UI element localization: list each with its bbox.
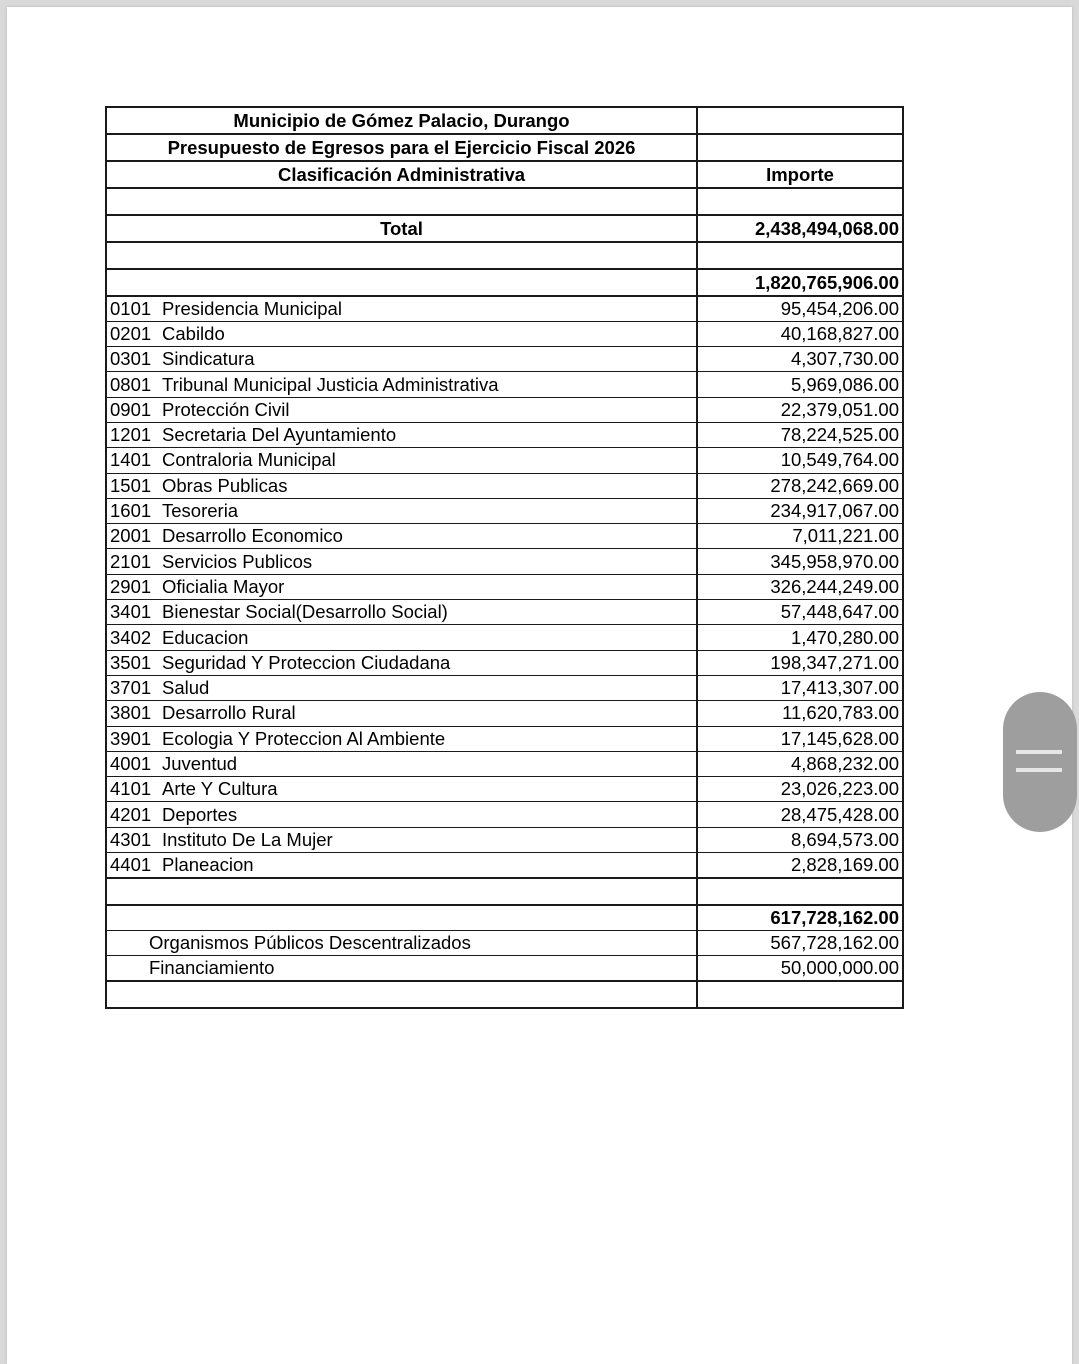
unit-name: Juventud [162, 752, 238, 774]
unit-amount: 326,244,249.00 [697, 574, 903, 599]
blank-row [106, 878, 903, 905]
unit-cell [106, 347, 697, 372]
unit-amount: 95,454,206.00 [697, 296, 903, 321]
unit-amount: 11,620,783.00 [697, 701, 903, 726]
table-row [106, 701, 903, 726]
unit-name: Planeacion [162, 853, 254, 875]
table-row [106, 574, 903, 599]
unit-amount: 345,958,970.00 [697, 549, 903, 574]
table-row [106, 726, 903, 751]
unit-cell [106, 625, 697, 650]
unit-cell [106, 777, 697, 802]
document-page [7, 7, 1072, 1364]
table-row [106, 321, 903, 346]
unit-amount: 17,145,628.00 [697, 726, 903, 751]
unit-code: 2001 [110, 525, 152, 547]
table-row [106, 372, 903, 397]
table-row [106, 397, 903, 422]
unit-cell [106, 448, 697, 473]
unit-name: Bienestar Social(Desarrollo Social) [162, 601, 448, 623]
unit-cell [106, 498, 697, 523]
unit-code: 4401 [110, 853, 152, 875]
unit-code: 1401 [110, 449, 152, 471]
unit-cell [106, 827, 697, 852]
classification-header: Clasificación Administrativa [106, 161, 697, 188]
unit-cell [106, 296, 697, 321]
unit-name: Obras Publicas [162, 474, 288, 496]
other-subtotal-row [106, 905, 903, 930]
entity-name: Financiamiento [106, 955, 697, 980]
total-amount: 2,438,494,068.00 [697, 215, 903, 242]
unit-amount: 2,828,169.00 [697, 853, 903, 878]
total-label: Total [106, 215, 697, 242]
unit-amount: 22,379,051.00 [697, 397, 903, 422]
unit-name: Deportes [162, 803, 238, 825]
unit-amount: 198,347,271.00 [697, 650, 903, 675]
unit-cell [106, 524, 697, 549]
unit-cell [106, 600, 697, 625]
unit-name: Seguridad Y Proteccion Ciudadana [162, 651, 451, 673]
table-row [106, 524, 903, 549]
scroll-handle[interactable] [1003, 692, 1077, 832]
table-row [106, 802, 903, 827]
unit-amount: 28,475,428.00 [697, 802, 903, 827]
entity-amount: 50,000,000.00 [697, 955, 903, 980]
entity-amount: 567,728,162.00 [697, 930, 903, 955]
table-row [106, 930, 903, 955]
total-row [106, 215, 903, 242]
budget-title: Presupuesto de Egresos para el Ejercicio Fiscal 2026 [106, 134, 697, 161]
amount-header: Importe [697, 161, 903, 188]
unit-name: Desarrollo Economico [162, 525, 343, 547]
drag-handle-icon [1016, 750, 1062, 754]
unit-name: Salud [162, 677, 210, 699]
table-row [106, 498, 903, 523]
unit-code: 1601 [110, 500, 152, 522]
unit-name: Tribunal Municipal Justicia Administrativa [162, 373, 499, 395]
unit-code: 3901 [110, 727, 152, 749]
table-row [106, 650, 903, 675]
unit-amount: 40,168,827.00 [697, 321, 903, 346]
unit-code: 4101 [110, 778, 152, 800]
table-row [106, 955, 903, 980]
unit-name: Tesoreria [162, 500, 239, 522]
unit-cell [106, 802, 697, 827]
unit-amount: 10,549,764.00 [697, 448, 903, 473]
table-row [106, 625, 903, 650]
blank-row [106, 188, 903, 215]
unit-code: 4201 [110, 803, 152, 825]
table-row [106, 347, 903, 372]
unit-amount: 57,448,647.00 [697, 600, 903, 625]
unit-name: Instituto De La Mujer [162, 828, 333, 850]
unit-code: 3401 [110, 601, 152, 623]
unit-name: Protección Civil [162, 398, 290, 420]
unit-cell [106, 473, 697, 498]
table-row [106, 675, 903, 700]
unit-code: 0801 [110, 373, 152, 395]
unit-name: Desarrollo Rural [162, 702, 296, 724]
unit-cell [106, 574, 697, 599]
unit-code: 4001 [110, 752, 152, 774]
unit-cell [106, 751, 697, 776]
table-row [106, 853, 903, 878]
unit-code: 2101 [110, 550, 152, 572]
unit-code: 1201 [110, 424, 152, 446]
unit-name: Presidencia Municipal [162, 297, 342, 319]
unit-code: 1501 [110, 474, 152, 496]
unit-cell [106, 397, 697, 422]
unit-amount: 1,470,280.00 [697, 625, 903, 650]
unit-cell [106, 853, 697, 878]
unit-code: 0101 [110, 297, 152, 319]
table-row [106, 296, 903, 321]
unit-code: 3701 [110, 677, 152, 699]
table-row [106, 827, 903, 852]
unit-amount: 4,307,730.00 [697, 347, 903, 372]
unit-amount: 278,242,669.00 [697, 473, 903, 498]
table-row [106, 448, 903, 473]
subtitle-row [106, 134, 903, 161]
unit-amount: 78,224,525.00 [697, 422, 903, 447]
table-row [106, 473, 903, 498]
table-row [106, 422, 903, 447]
central-subtotal-row [106, 269, 903, 296]
central-subtotal-amount: 1,820,765,906.00 [697, 269, 903, 296]
unit-cell [106, 650, 697, 675]
unit-amount: 4,868,232.00 [697, 751, 903, 776]
table-row [106, 600, 903, 625]
other-subtotal-amount: 617,728,162.00 [697, 905, 903, 930]
unit-amount: 17,413,307.00 [697, 675, 903, 700]
unit-amount: 23,026,223.00 [697, 777, 903, 802]
unit-cell [106, 675, 697, 700]
unit-code: 0901 [110, 398, 152, 420]
unit-code: 3402 [110, 626, 152, 648]
unit-name: Arte Y Cultura [162, 778, 278, 800]
unit-code: 0201 [110, 322, 152, 344]
unit-name: Oficialia Mayor [162, 575, 285, 597]
table-row [106, 777, 903, 802]
drag-handle-icon [1016, 768, 1062, 772]
budget-table [105, 106, 904, 1009]
unit-name: Sindicatura [162, 348, 255, 370]
table-row [106, 751, 903, 776]
unit-name: Servicios Publicos [162, 550, 313, 572]
title-row [106, 107, 903, 134]
unit-name: Cabildo [162, 322, 225, 344]
unit-name: Contraloria Municipal [162, 449, 336, 471]
unit-name: Educacion [162, 626, 249, 648]
unit-code: 0301 [110, 348, 152, 370]
unit-amount: 5,969,086.00 [697, 372, 903, 397]
column-header-row [106, 161, 903, 188]
unit-code: 4301 [110, 828, 152, 850]
table-row [106, 549, 903, 574]
unit-cell [106, 422, 697, 447]
unit-code: 2901 [110, 575, 152, 597]
unit-cell [106, 726, 697, 751]
unit-amount: 7,011,221.00 [697, 524, 903, 549]
blank-row [106, 981, 903, 1008]
unit-code: 3501 [110, 651, 152, 673]
municipality-title: Municipio de Gómez Palacio, Durango [106, 107, 697, 134]
blank-row [106, 242, 903, 269]
unit-cell [106, 701, 697, 726]
unit-code: 3801 [110, 702, 152, 724]
entity-name: Organismos Públicos Descentralizados [106, 930, 697, 955]
unit-name: Ecologia Y Proteccion Al Ambiente [162, 727, 446, 749]
unit-cell [106, 372, 697, 397]
unit-cell [106, 549, 697, 574]
unit-amount: 234,917,067.00 [697, 498, 903, 523]
unit-amount: 8,694,573.00 [697, 827, 903, 852]
unit-cell [106, 321, 697, 346]
unit-name: Secretaria Del Ayuntamiento [162, 424, 397, 446]
